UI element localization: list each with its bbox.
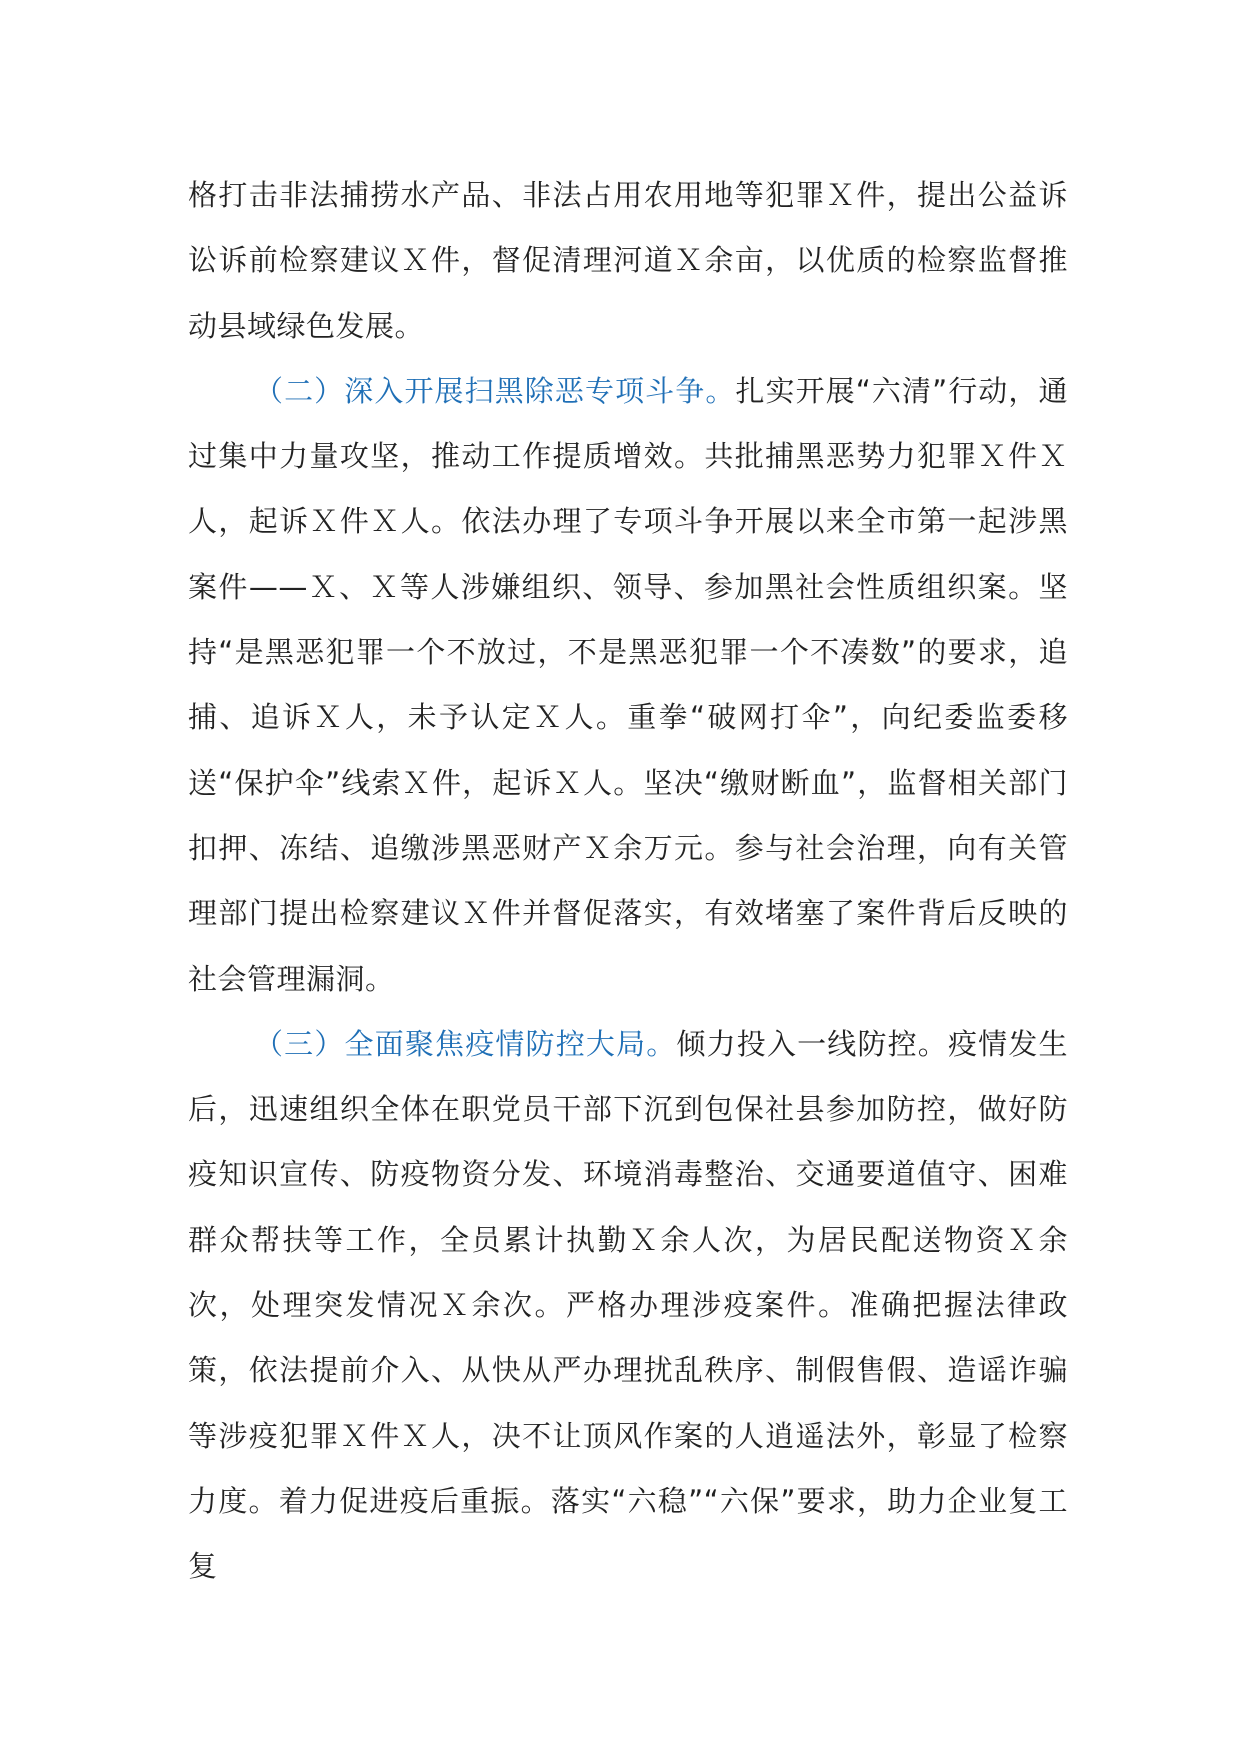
paragraph-body: 扎实开展“六清”行动，通过集中力量攻坚，推动工作提质增效。共批捕黑恶势力犯罪Ｘ件Ｘ人，起诉Ｘ件Ｘ人。依法办理了专项斗争开展以来全市第一起涉黑案件——Ｘ、Ｘ等人涉嫌组织、领导、参加黑社会性质组织案。坚持“是黑恶犯罪一个不放过，不是黑恶犯罪一个不凑数”的要求，追捕、追诉Ｘ人，未予认定Ｘ人。重拳“破网打伞”，向纪委监委移送“保护伞”线索Ｘ件，起诉Ｘ人。坚决“缴财断血”，监督相关部门扣押、冻结、追缴涉黑恶财产Ｘ余万元。参与社会治理，向有关管理部门提出检察建议Ｘ件并督促落实，有效堵塞了案件背后反映的社会管理漏洞。 — [188, 373, 1068, 996]
document-page — [188, 163, 1068, 1600]
paragraph-continued — [188, 163, 1068, 359]
paragraph-body: 格打击非法捕捞水产品、非法占用农用地等犯罪Ｘ件，提出公益诉讼诉前检察建议Ｘ件，督促清理河道Ｘ余亩，以优质的检察监督推动县域绿色发展。 — [188, 178, 1068, 343]
section-heading: （二）深入开展扫黑除恶专项斗争。 — [254, 373, 736, 408]
paragraph-body: 倾力投入一线防控。疫情发生后，迅速组织全体在职党员干部下沉到包保社县参加防控，做好防疫知识宣传、防疫物资分发、环境消毒整治、交通要道值守、困难群众帮扶等工作，全员累计执勤Ｘ余人次，为居民配送物资Ｘ余次，处理突发情况Ｘ余次。严格办理涉疫案件。准确把握法律政策，依法提前介入、从快从严办理扰乱秩序、制假售假、造谣诈骗等涉疫犯罪Ｘ件Ｘ人，决不让顶风作案的人逍遥法外，彰显了检察力度。着力促进疫后重振。落实“六稳”“六保”要求，助力企业复工复 — [188, 1026, 1068, 1584]
section-heading: （三）全面聚焦疫情防控大局。 — [254, 1026, 677, 1061]
paragraph-section-3 — [188, 1012, 1068, 1600]
paragraph-section-2 — [188, 359, 1068, 1012]
